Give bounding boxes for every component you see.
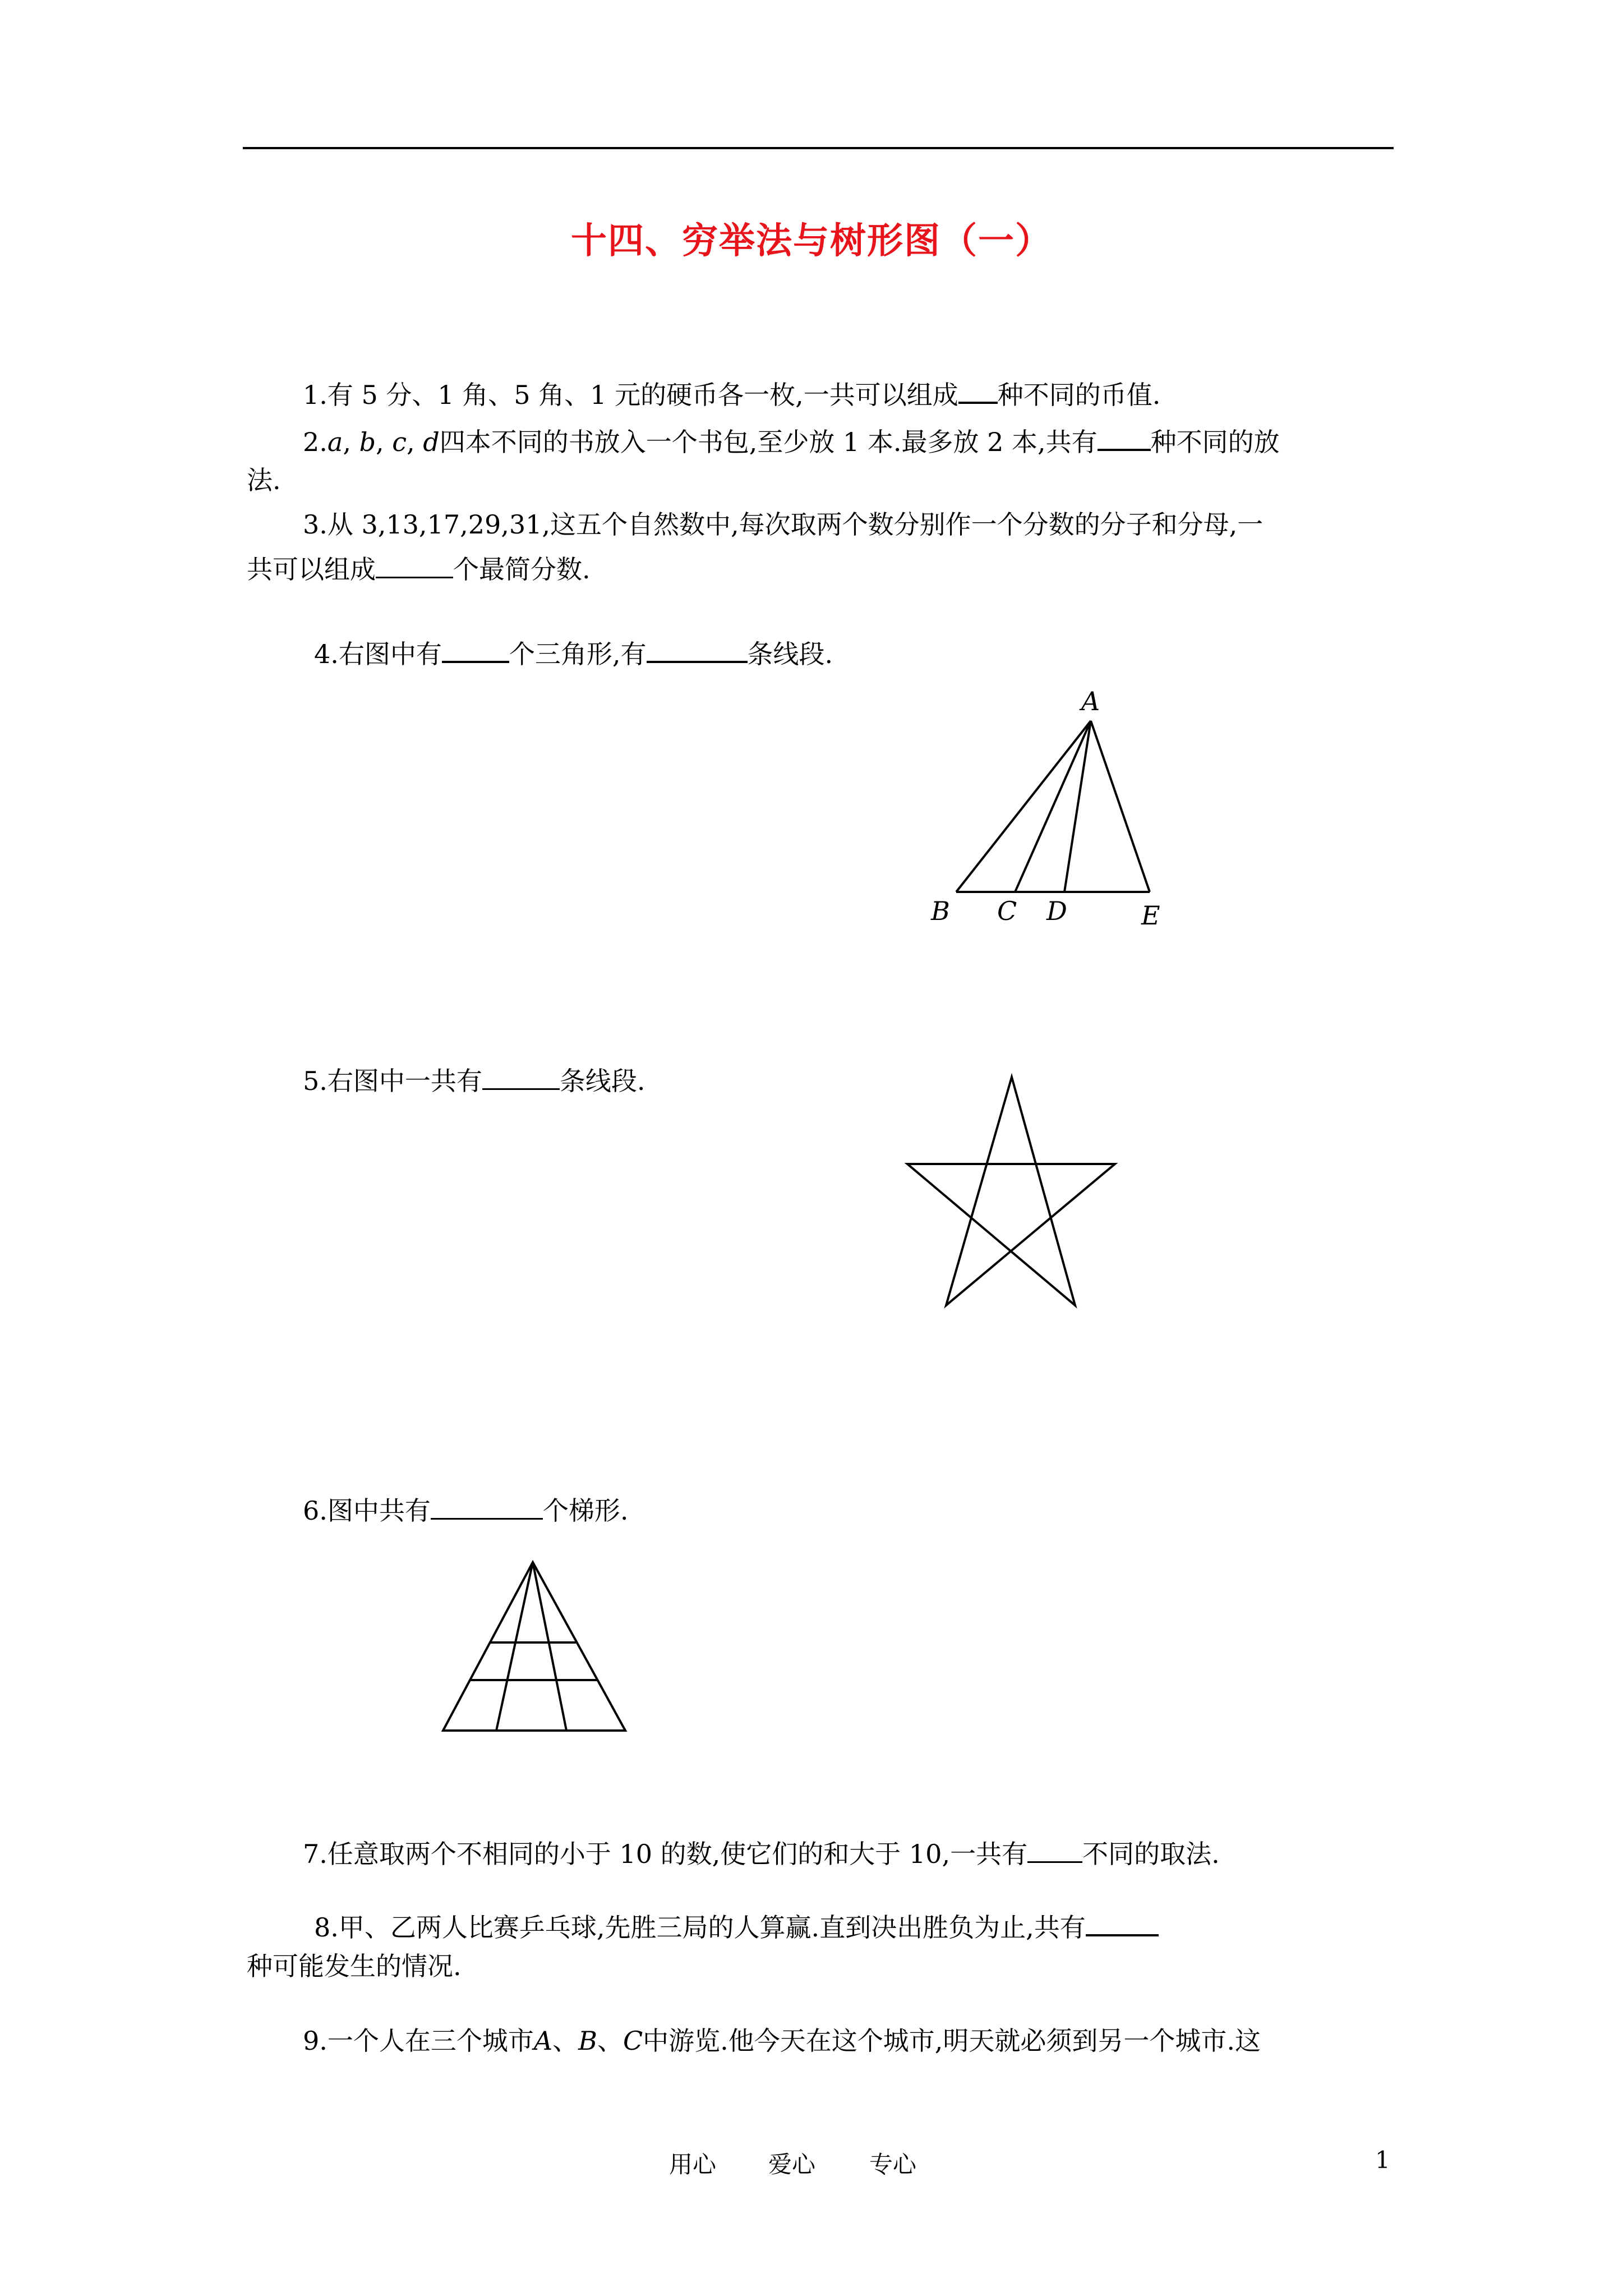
question-8-text: 8.甲、乙两人比赛乒乓球,先胜三局的人算赢.直到决出胜负为止,共有 — [314, 1912, 1086, 1943]
footer-slogan-2: 爱心 — [768, 2151, 816, 2178]
variable-city-b: B — [578, 2026, 597, 2056]
question-8-continued: 种可能发生的情况. — [247, 1951, 462, 1981]
label-d: D — [1046, 896, 1067, 926]
variable-d: d — [423, 427, 440, 457]
question-2-text-end: 种不同的放 — [1150, 427, 1280, 457]
question-2-number: 2. — [303, 427, 328, 457]
question-3-text-end: 个最简分数. — [453, 554, 591, 585]
footer-slogan-3: 专心 — [869, 2151, 917, 2178]
question-1-text-end: 种不同的币值. — [997, 380, 1161, 410]
page-number: 1 — [1375, 2146, 1390, 2174]
answer-blank[interactable] — [1086, 1907, 1159, 1936]
question-9-text: 9.一个人在三个城市 — [303, 2026, 534, 2056]
separator: 、 — [552, 2026, 579, 2056]
question-6-text-end: 个梯形. — [542, 1496, 629, 1526]
question-3-text: 共可以组成 — [247, 554, 376, 585]
label-a: A — [1081, 686, 1100, 716]
page-title: 十四、穷举法与树形图（一） — [571, 220, 1052, 262]
question-2-text: 四本不同的书放入一个书包,至少放 1 本.最多放 2 本,共有 — [439, 427, 1098, 457]
question-6-text: 6.图中共有 — [303, 1496, 431, 1526]
variable-city-c: C — [623, 2026, 643, 2056]
outer-triangle — [443, 1562, 625, 1731]
question-4-text-end: 条线段. — [747, 639, 833, 669]
question-5-text: 5.右图中一共有 — [303, 1066, 482, 1096]
inner-line-right — [533, 1562, 566, 1731]
question-7-text-end: 不同的取法. — [1082, 1839, 1220, 1869]
variable-city-a: A — [533, 2026, 553, 2056]
label-c: C — [997, 896, 1017, 926]
separator: 、 — [597, 2026, 623, 2056]
label-b: B — [931, 896, 950, 926]
variable-b: b — [359, 427, 376, 457]
inner-line-left — [496, 1562, 533, 1731]
answer-blank[interactable] — [1027, 1834, 1082, 1863]
question-2-continued: 法. — [247, 465, 281, 495]
question-2: 2.a, b, c, d四本不同的书放入一个书包,至少放 1 本.最多放 2 本,共有 种不同的放 — [303, 422, 1280, 459]
question-1-text: 1.有 5 分、1 角、5 角、1 元的硬币各一枚,一共可以组成 — [303, 380, 958, 410]
question-5-text-end: 条线段. — [559, 1066, 645, 1096]
question-9-text-end: 中游览.他今天在这个城市,明天就必须到另一个城市.这 — [643, 2026, 1261, 2056]
question-7 — [303, 1834, 1220, 1871]
footer-slogan-1: 用心 — [669, 2151, 717, 2178]
question-9 — [303, 2024, 1261, 2058]
variable-c: c — [392, 427, 407, 457]
question-7-text: 7.任意取两个不相同的小于 10 的数,使它们的和大于 10,一共有 — [303, 1839, 1028, 1869]
question-4-text: 4.右图中有 — [314, 639, 442, 669]
label-e: E — [1141, 900, 1160, 931]
variable-a: a — [327, 427, 343, 457]
question-4-text-mid: 个三角形,有 — [509, 639, 647, 669]
question-3: 3.从 3,13,17,29,31,这五个自然数中,每次取两个数分别作一个分数的分子和分母,一 — [303, 509, 1264, 540]
question-8 — [314, 1907, 1159, 1944]
